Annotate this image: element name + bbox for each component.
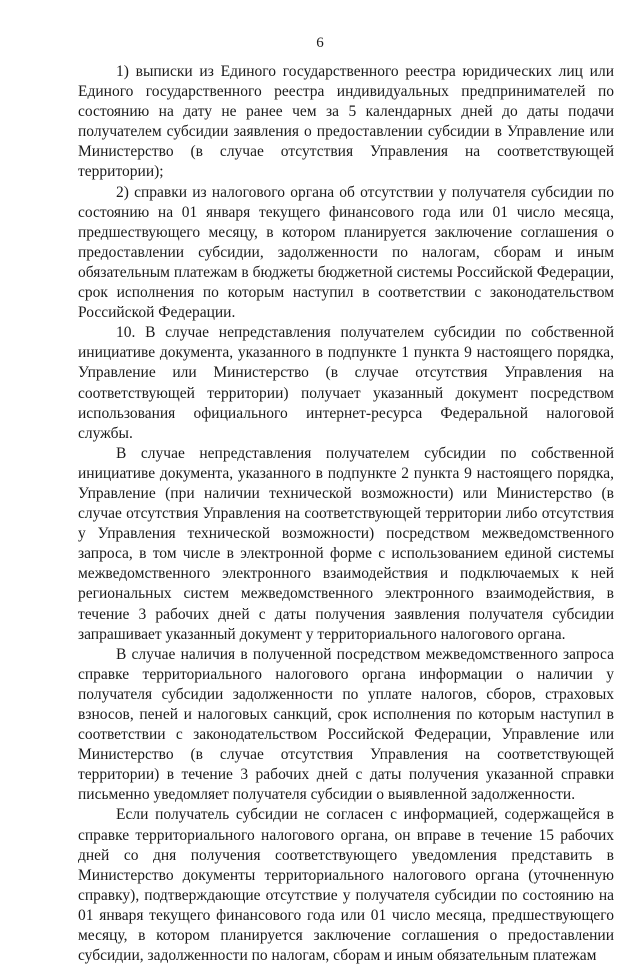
paragraph-item-1-egrul-extract: 1) выписки из Единого государственного реестра юридических лиц или Единого государственного реестра индивидуальных предпринимателей по состоянию на дату не ранее чем за 5 календарных дней до даты подачи получателем субсидии заявления о предоставлении субсидии в Управление или Министерство (в случае отсутствия Управления на соответствующей территории); — [78, 63, 614, 181]
paragraph-debt-notification: В случае наличия в полученной посредством межведомственного запроса справке территориального налогового органа информации о наличии у получателя субсидии задолженности по уплате налогов, сборов, страховых взносов, пеней и налоговых санкций, срок исполнения по которым наступил в соответствии с законодательством Российской Федерации, Управление или Министерство (в случае отсутствия Управления на соответствующей территории) в течение 3 рабочих дней с даты получения указанной справки письменно уведомляет получателя субсидии о выявленной задолженности. — [78, 645, 614, 804]
paragraph-item-2-tax-certificate: 2) справки из налогового органа об отсутствии у получателя субсидии по состоянию на 01 января текущего финансового года или 01 число месяца, предшествующего месяцу, в котором планируется заключение соглашения о предоставлении субсидии, задолженности по налогам, сборам и иным обязательным платежам в бюджеты бюджетной системы Российской Федерации, срок исполнения по которым наступил в соответствии с законодательством Российской Федерации. — [78, 183, 614, 322]
paragraph-interdepartmental-request: В случае непредставления получателем субсидии по собственной инициативе документа, указанного в подпункте 2 пункта 9 настоящего порядка, Управление (при наличии технической возможности) или Министерство (в случае отсутствия Управления на соответствующей территории либо отсутствия у Управления технической возможности) посредством межведомственного запроса, в том числе в электронной форме с использованием единой системы межведомственного электронного взаимодействия и подключаемых к ней региональных систем межведомственного электронного взаимодействия, в течение 3 рабочих дней с даты получения заявления получателя субсидии запрашивает указанный документ у территориального налогового органа. — [78, 444, 614, 643]
paragraph-clause-10: 10. В случае непредставления получателем субсидии по собственной инициативе документа, указанного в подпункте 1 пункта 9 настоящего порядка, Управление или Министерство (в случае отсутствия Управления на соответствующей территории) получает указанный документ посредством использования официального интернет-ресурса Федеральной налоговой службы. — [78, 324, 614, 442]
page-number: 6 — [316, 35, 324, 51]
paragraph-disagreement: Если получатель субсидии не согласен с информацией, содержащейся в справке территориального налогового органа, он вправе в течение 15 рабочих дней со дня получения соответствующего уведомления представить в Министерство документы территориального налогового органа (уточненную справку), подтверждающие отсутствие у получателя субсидии по состоянию на 01 января текущего финансового года или 01 число месяца, предшествующего месяцу, в котором планируется заключение соглашения о предоставлении субсидии, задолженности по налогам, сборам и иным обязательным платежам — [78, 806, 614, 965]
document-body — [78, 62, 614, 966]
